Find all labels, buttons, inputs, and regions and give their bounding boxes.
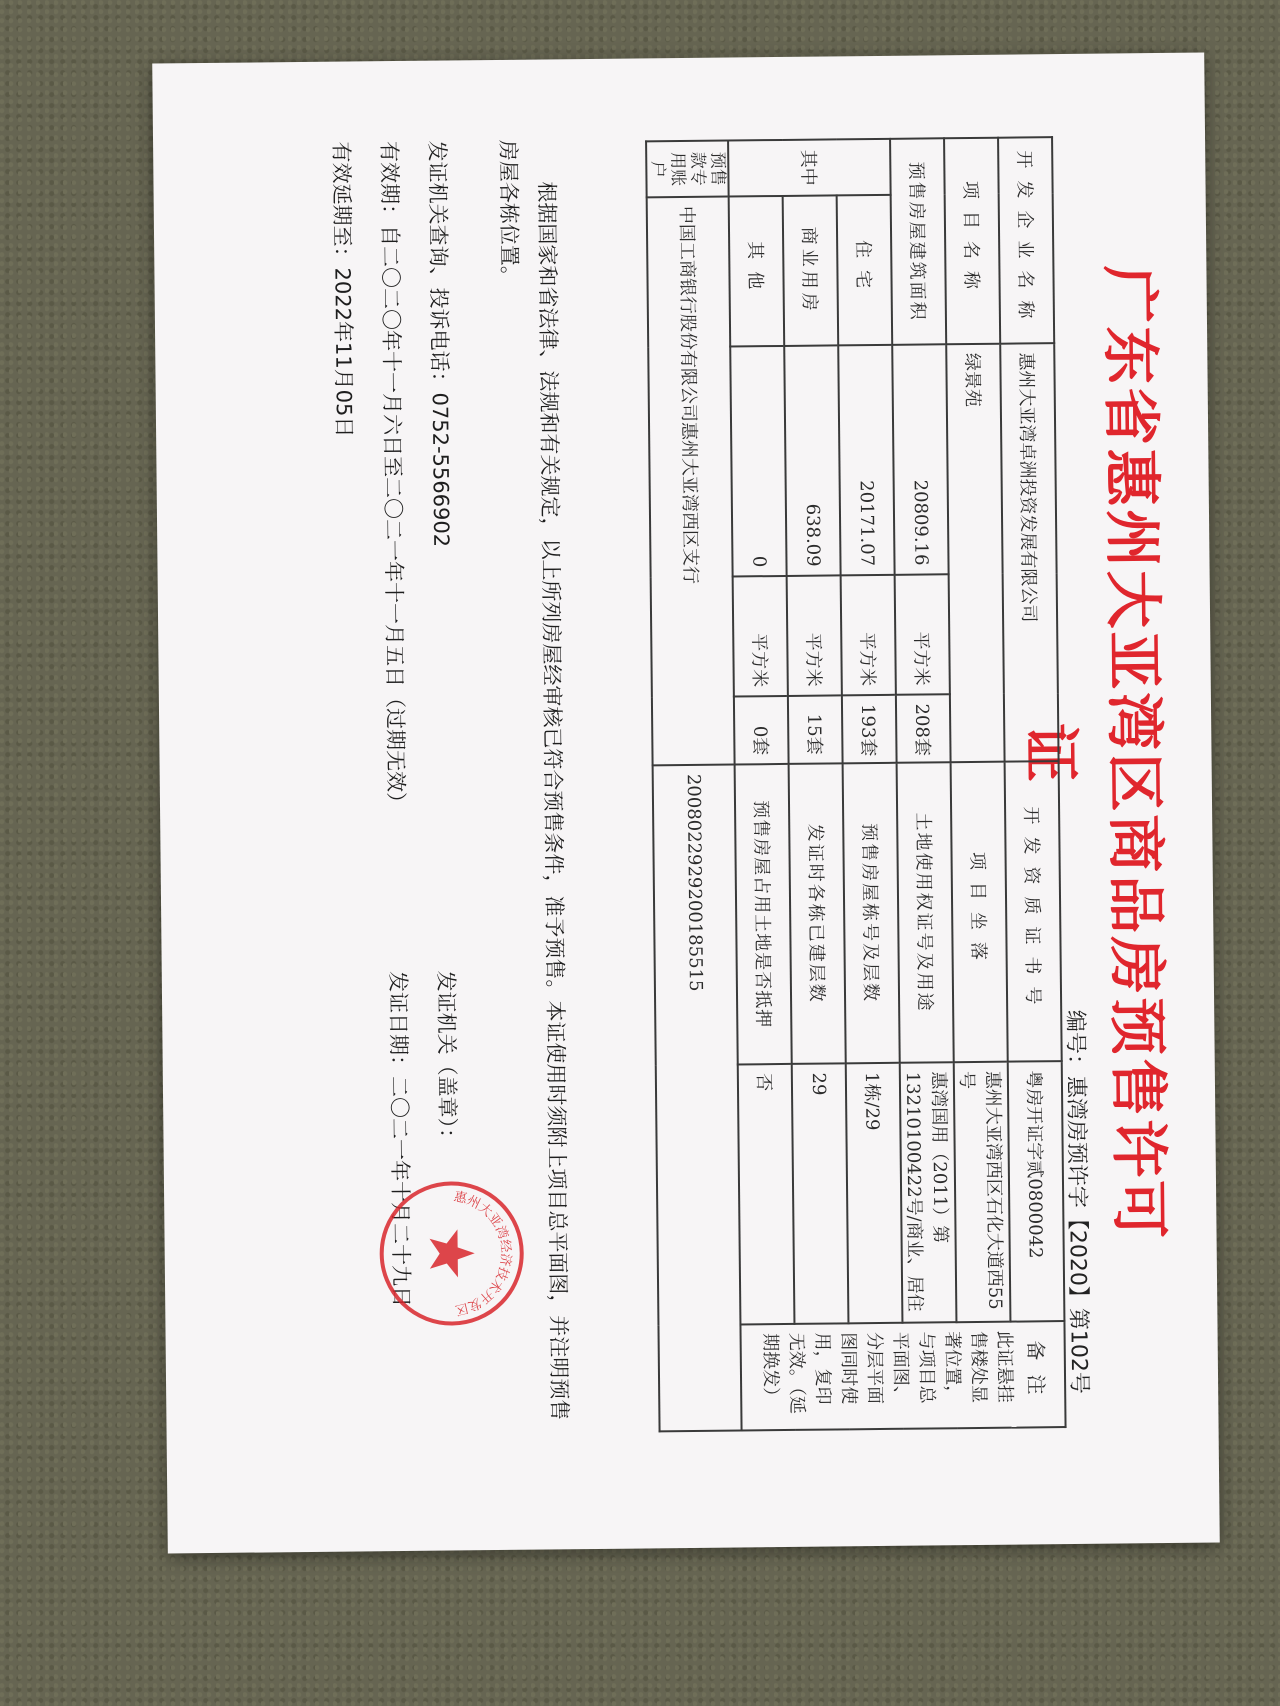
statement-text: 根据国家和省法律、法规和有关规定，以上所列房屋经审核已符合预售条件，准予预售。本证使用时须附上项目总平面图，并注明预售房屋各栋位置。 [496, 139, 572, 1421]
commercial-sets: 15套 [788, 695, 843, 764]
project-name-value: 绿景苑 [946, 344, 1004, 763]
floors-value: 29 [792, 1063, 849, 1324]
certificate-paper [152, 53, 1220, 1554]
area-sets: 208套 [896, 694, 951, 763]
land-label: 土地使用权证号及用途 [897, 762, 954, 1063]
table-row [646, 141, 742, 1432]
residence-value: 20171.07 [838, 345, 894, 576]
official-seal [376, 1178, 528, 1330]
issuer-line: 发证机关（盖章）： [433, 970, 460, 1150]
area-label: 预售房屋建筑面积 [890, 138, 946, 345]
other-label: 其他 [729, 196, 785, 347]
other-unit: 平方米 [733, 576, 788, 697]
residence-sets: 193套 [842, 695, 897, 764]
qualification-label: 开发资质证书号 [1005, 761, 1062, 1062]
qualification-value: 粤房开证字贰0800042 [1008, 1061, 1065, 1322]
validity-line: 有效期：自二〇二〇年十一月六日至二〇二一年十一月五日（过期无效） [377, 140, 409, 814]
area-unit: 平方米 [895, 574, 950, 695]
document-title: 广东省惠州大亚湾区商品房预售许可证 [1016, 264, 1174, 1242]
extension-line: 有效延期至：2022年11月05日 [329, 141, 357, 438]
mortgage-value: 否 [738, 1064, 795, 1325]
developer-value: 惠州大亚湾卓洲投资发展有限公司 [1000, 343, 1058, 762]
land-value: 惠湾国用（2011）第13210100422号/商业、居住 [900, 1062, 957, 1323]
project-name-label: 项目名称 [944, 138, 1000, 345]
commercial-unit: 平方米 [787, 575, 842, 696]
certificate-content [152, 53, 1220, 1554]
residence-unit: 平方米 [841, 575, 896, 696]
remark-cell [740, 1321, 1065, 1430]
other-value: 0 [730, 346, 786, 577]
remark-label: 备注 [1023, 1340, 1049, 1409]
mortgage-label: 预售房屋占用土地是否抵押 [735, 764, 792, 1065]
inquiry-line: 发证机关查询、投诉电话：0752-5566902 [425, 140, 454, 548]
permit-table [645, 136, 1067, 1432]
floors-label: 发证时各栋已建层数 [789, 763, 846, 1064]
location-label: 项目坐落 [951, 762, 1008, 1063]
commercial-label: 商业用房 [783, 195, 839, 346]
seal-text: 惠州大亚湾经济技术开发区 [452, 1189, 514, 1318]
location-value: 惠州大亚湾西区石化大道西55号 [954, 1062, 1011, 1323]
serial-number: 编号：惠湾房预许字【2020】第102号 [1062, 1009, 1092, 1395]
developer-label: 开发企业名称 [998, 137, 1054, 344]
commercial-value: 638.09 [784, 345, 840, 576]
other-sets: 0套 [734, 696, 789, 765]
remark-text: 此证悬挂售楼处显著位置，与项目总平面图、分层平面图同时使用，复印无效。（延期换发） [759, 1330, 1016, 1414]
building-value: 1栋/29 [846, 1063, 903, 1324]
account-value: 2008022929200185515 [653, 764, 742, 1431]
seal-star-icon [429, 1229, 475, 1277]
bank-value: 中国工商银行股份有限公司惠州大亚湾西区支行 [647, 197, 735, 766]
issue-date-line: 发证日期：二〇二一年十月二十九日 [385, 970, 414, 1308]
building-label: 预售房屋栋号及层数 [843, 763, 900, 1064]
area-value: 20809.16 [892, 344, 948, 575]
residence-label: 住宅 [837, 195, 893, 346]
among-label: 其中 [728, 139, 891, 197]
account-label: 预售款专用账户 [646, 141, 729, 198]
